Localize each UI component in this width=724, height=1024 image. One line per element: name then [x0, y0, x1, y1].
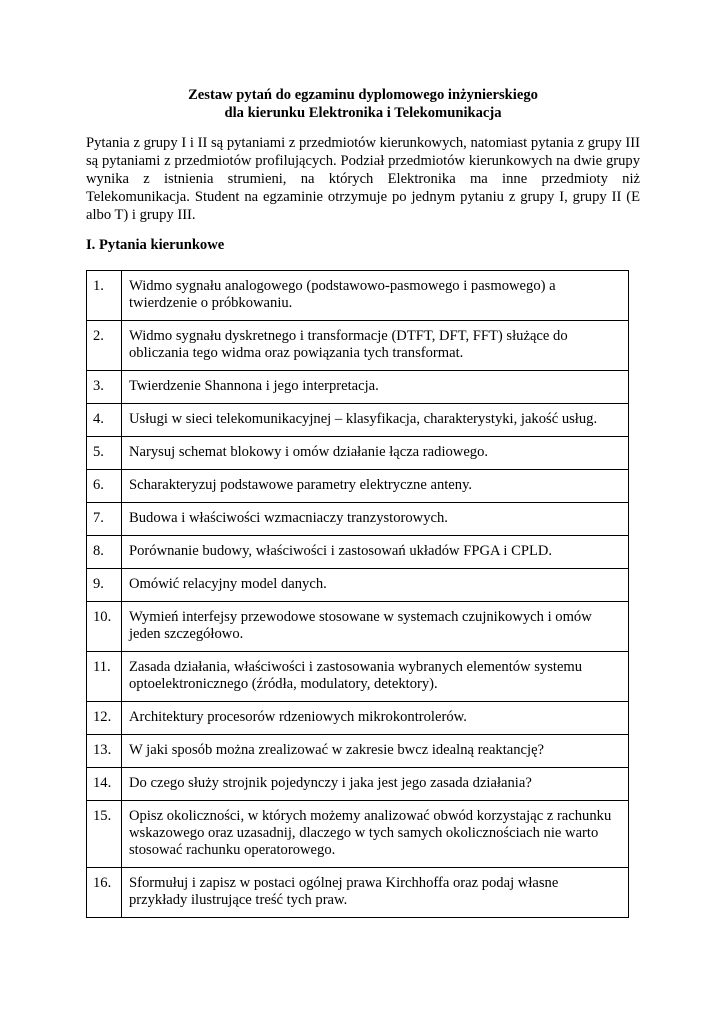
title-line-2: dla kierunku Elektronika i Telekomunikacja: [224, 105, 502, 121]
question-text: Architektury procesorów rdzeniowych mikrokontrolerów.: [122, 702, 629, 735]
question-text: Wymień interfejsy przewodowe stosowane w systemach czujnikowych i omów jeden szczegółowo.: [122, 602, 629, 652]
questions-table: [86, 270, 629, 918]
question-row: [87, 536, 629, 569]
question-text: Widmo sygnału dyskretnego i transformacje (DTFT, DFT, FFT) służące do obliczania tego widma oraz powiązania tych transformat.: [122, 321, 629, 371]
question-row: [87, 271, 629, 321]
question-text: Twierdzenie Shannona i jego interpretacja.: [122, 371, 629, 404]
question-row: [87, 735, 629, 768]
question-text: W jaki sposób można zrealizować w zakresie bwcz idealną reaktancję?: [122, 735, 629, 768]
document-title: [86, 86, 640, 122]
question-row: [87, 437, 629, 470]
questions-table-body: [87, 271, 629, 918]
question-text: Do czego służy strojnik pojedynczy i jaka jest jego zasada działania?: [122, 768, 629, 801]
question-row: [87, 321, 629, 371]
question-number: 13.: [87, 735, 122, 768]
question-row: [87, 801, 629, 868]
question-number: 9.: [87, 569, 122, 602]
question-number: 4.: [87, 404, 122, 437]
question-row: [87, 404, 629, 437]
question-number: 1.: [87, 271, 122, 321]
question-row: [87, 868, 629, 918]
question-number: 2.: [87, 321, 122, 371]
question-text: Opisz okoliczności, w których możemy analizować obwód korzystając z rachunku wskazowego oraz uzasadnij, dlaczego w tych samych okolicznościach nie warto stosować rachunku operatorowego.: [122, 801, 629, 868]
question-text: Porównanie budowy, właściwości i zastosowań układów FPGA i CPLD.: [122, 536, 629, 569]
question-number: 12.: [87, 702, 122, 735]
question-row: [87, 652, 629, 702]
question-text: Scharakteryzuj podstawowe parametry elektryczne anteny.: [122, 470, 629, 503]
question-number: 5.: [87, 437, 122, 470]
question-row: [87, 371, 629, 404]
question-text: Narysuj schemat blokowy i omów działanie łącza radiowego.: [122, 437, 629, 470]
question-number: 11.: [87, 652, 122, 702]
question-number: 3.: [87, 371, 122, 404]
question-text: Budowa i właściwości wzmacniaczy tranzystorowych.: [122, 503, 629, 536]
question-text: Sformułuj i zapisz w postaci ogólnej prawa Kirchhoffa oraz podaj własne przykłady ilustrujące treść tych praw.: [122, 868, 629, 918]
question-number: 7.: [87, 503, 122, 536]
intro-paragraph: Pytania z grupy I i II są pytaniami z przedmiotów kierunkowych, natomiast pytania z grupy III są pytaniami z przedmiotów profilujących. Podział przedmiotów kierunkowych na dwie grupy wynika z istnienia strumieni, na których Elektronika ma inne przedmioty niż Telekomunikacja. Student na egzaminie otrzymuje po jednym pytaniu z grupy I, grupy II (E albo T) i grupy III.: [86, 135, 640, 223]
question-row: [87, 569, 629, 602]
question-number: 15.: [87, 801, 122, 868]
question-row: [87, 768, 629, 801]
question-number: 8.: [87, 536, 122, 569]
question-text: Usługi w sieci telekomunikacyjnej – klasyfikacja, charakterystyki, jakość usług.: [122, 404, 629, 437]
question-text: Omówić relacyjny model danych.: [122, 569, 629, 602]
title-line-1: Zestaw pytań do egzaminu dyplomowego inżynierskiego: [188, 87, 538, 103]
question-row: [87, 702, 629, 735]
question-number: 16.: [87, 868, 122, 918]
question-row: [87, 602, 629, 652]
question-row: [87, 503, 629, 536]
question-number: 14.: [87, 768, 122, 801]
section-heading: I. Pytania kierunkowe: [86, 237, 225, 253]
question-number: 10.: [87, 602, 122, 652]
question-row: [87, 470, 629, 503]
question-text: Widmo sygnału analogowego (podstawowo-pasmowego i pasmowego) a twierdzenie o próbkowaniu.: [122, 271, 629, 321]
question-text: Zasada działania, właściwości i zastosowania wybranych elementów systemu optoelektronicznego (źródła, modulatory, detektory).: [122, 652, 629, 702]
question-number: 6.: [87, 470, 122, 503]
